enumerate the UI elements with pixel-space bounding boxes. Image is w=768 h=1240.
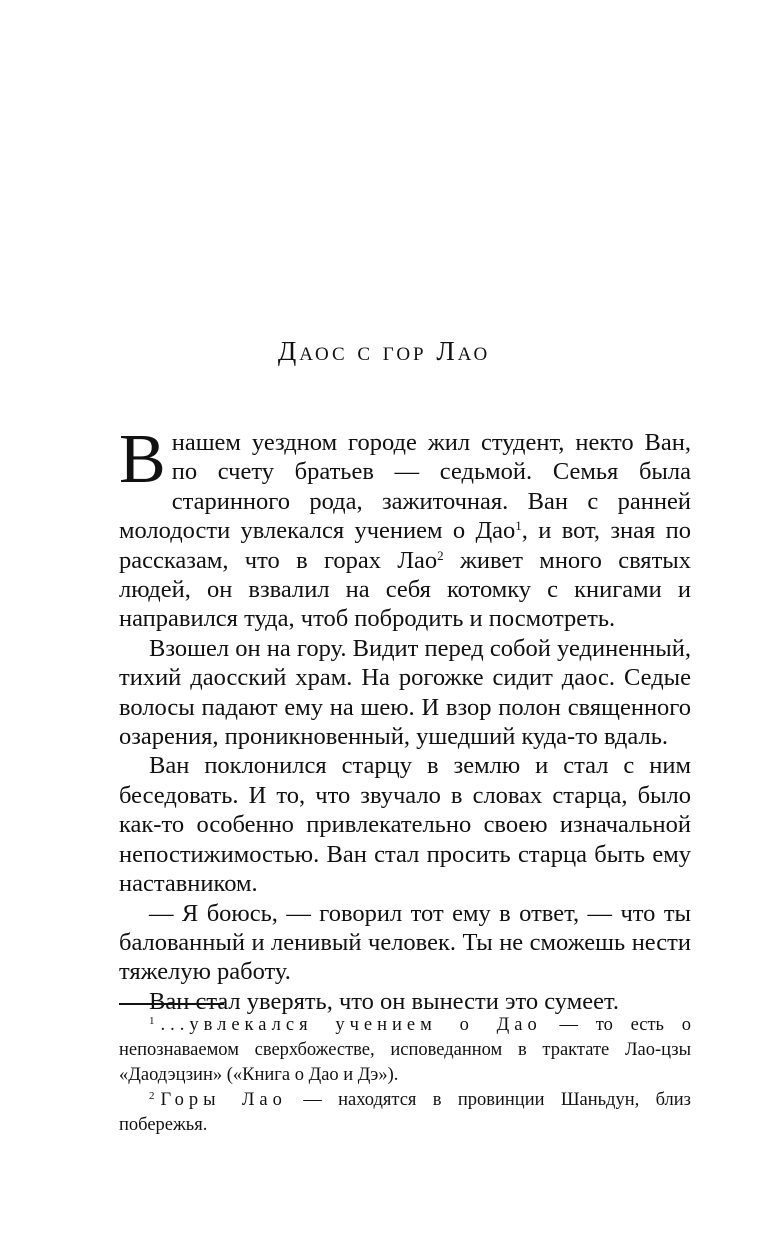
paragraph-2: Взошел он на гору. Видит перед собой уединенный, тихий даосский храм. На рогожке сидит даос. Седые волосы падают ему на шею. И взор полон священного озарения, проникновенный, ушедший куда-то вдаль.	[119, 634, 691, 751]
paragraph-1	[119, 421, 691, 634]
paragraph-1-part-a: нашем уездном городе жил студент, некто Ван, по счету братьев — седьмой. Семья была старинного рода, зажиточная. Ван с ранней молодости увлекался учением о Дао	[119, 429, 691, 545]
chapter-title: Даос с гор Лао	[277, 336, 491, 366]
footnote-2-number: 2	[149, 1090, 155, 1102]
paragraph-1-part-b: , и вот, зная по рассказам, что в горах Лао	[119, 517, 691, 574]
footnote-divider	[119, 1003, 224, 1005]
paragraph-4: — Я боюсь, — говорил тот ему в ответ, — что ты балованный и ленивый человек. Ты не сможешь нести тяжелую работу.	[119, 899, 691, 986]
footnote-1-term: ...увлекался учением о Дао	[160, 1015, 542, 1035]
footnotes	[119, 1013, 691, 1138]
paragraph-1-part-c: живет много святых людей, он взвалил на себя котомку с книгами и направился туда, чтоб побродить и посмотреть.	[119, 546, 691, 633]
footnote-ref-1: 1	[515, 518, 522, 534]
drop-cap: В	[119, 421, 166, 498]
footnote-2-text: — находятся в провинции Шаньдун, близ побережья.	[119, 1090, 691, 1135]
footnote-1-number: 1	[149, 1015, 155, 1027]
footnote-1-text: — то есть о непознаваемом сверхбожестве, исповеданном в трактате Лао-цзы «Даодэцзин» («Книга о Дао и Дэ»).	[119, 1015, 691, 1085]
footnote-1	[119, 1013, 691, 1088]
paragraph-3: Ван поклонился старцу в землю и стал с ним беседовать. И то, что звучало в словах старца, было как-то особенно привлекательно своею изначальной непостижимостью. Ван стал просить старца быть ему наставником.	[119, 752, 691, 898]
footnote-2-term: Горы Лао	[160, 1090, 287, 1110]
main-text	[119, 421, 691, 1016]
footnote-ref-2: 2	[437, 547, 444, 563]
paragraph-5: Ван стал уверять, что он вынести это сумеет.	[149, 987, 619, 1015]
footnote-2	[119, 1088, 691, 1138]
